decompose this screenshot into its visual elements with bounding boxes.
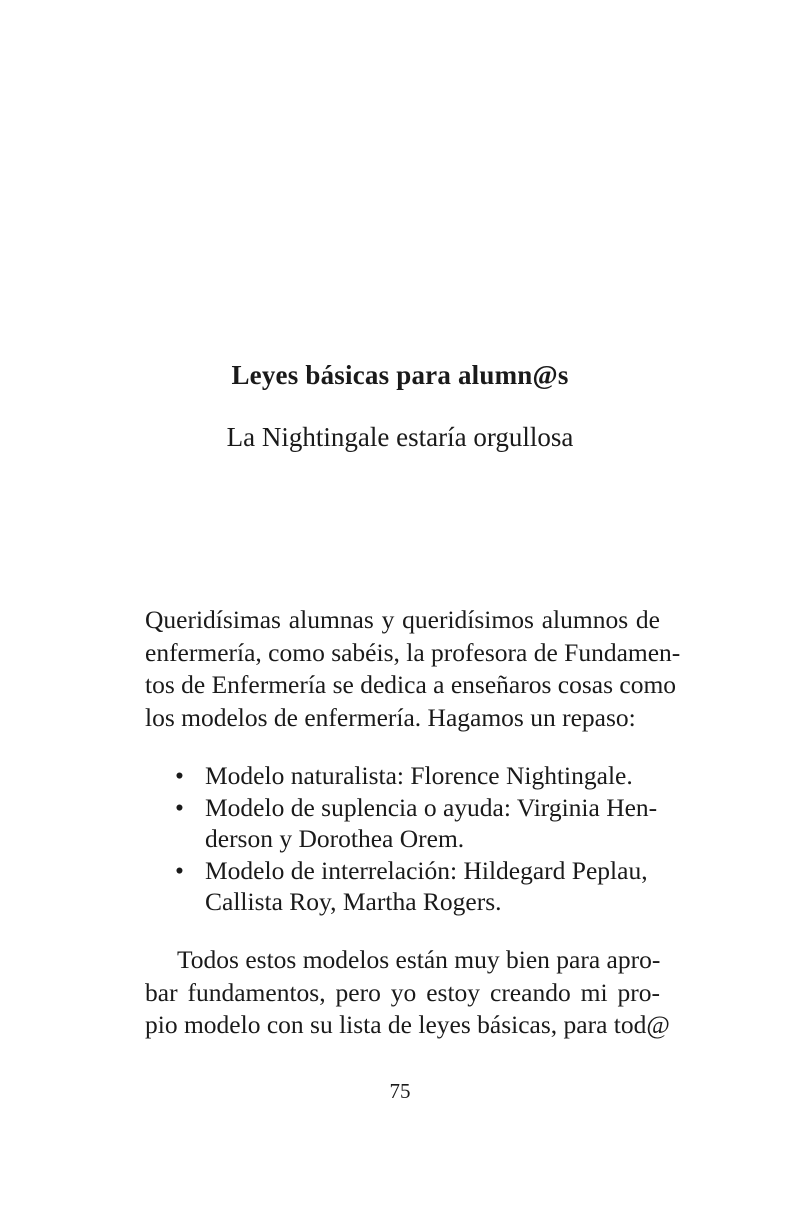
list-item-line: derson y Dorothea Orem. bbox=[205, 824, 465, 853]
list-item bbox=[175, 855, 660, 918]
intro-paragraph bbox=[145, 604, 681, 734]
text-line: Queridísimas alumnas y queridísimos alumnos de bbox=[145, 605, 660, 634]
list-item bbox=[175, 792, 660, 855]
text-line: enfermería, como sabéis, la profesora de Fundamen- bbox=[145, 637, 681, 667]
bullet-icon: • bbox=[175, 761, 184, 790]
page-number: 75 bbox=[389, 1079, 411, 1103]
nursing-models-list bbox=[175, 760, 660, 918]
list-item bbox=[175, 760, 660, 792]
text-line: tos de Enfermería se dedica a enseñaros cosas como bbox=[145, 670, 677, 699]
bullet-icon: • bbox=[175, 855, 184, 885]
chapter-title: Leyes básicas para alumn@s bbox=[231, 360, 569, 390]
text-line: Todos estos modelos están muy bien para apro- bbox=[177, 945, 661, 974]
chapter-subtitle: La Nightingale estaría orgullosa bbox=[226, 422, 574, 452]
bullet-icon: • bbox=[175, 792, 184, 822]
list-item-line: Modelo naturalista: Florence Nightingale. bbox=[205, 761, 633, 790]
text-line: pio modelo con su lista de leyes básicas, para tod@ bbox=[145, 1010, 670, 1039]
list-item-line: Modelo de interrelación: Hildegard Peplau, bbox=[205, 855, 648, 885]
list-item-line: Modelo de suplencia o ayuda: Virginia Hen- bbox=[205, 792, 658, 822]
closing-paragraph bbox=[145, 944, 670, 1042]
text-line: bar fundamentos, pero yo estoy creando mi pro- bbox=[145, 977, 660, 1007]
list-item-line: Callista Roy, Martha Rogers. bbox=[205, 887, 502, 916]
text-line: los modelos de enfermería. Hagamos un repaso: bbox=[145, 702, 636, 732]
